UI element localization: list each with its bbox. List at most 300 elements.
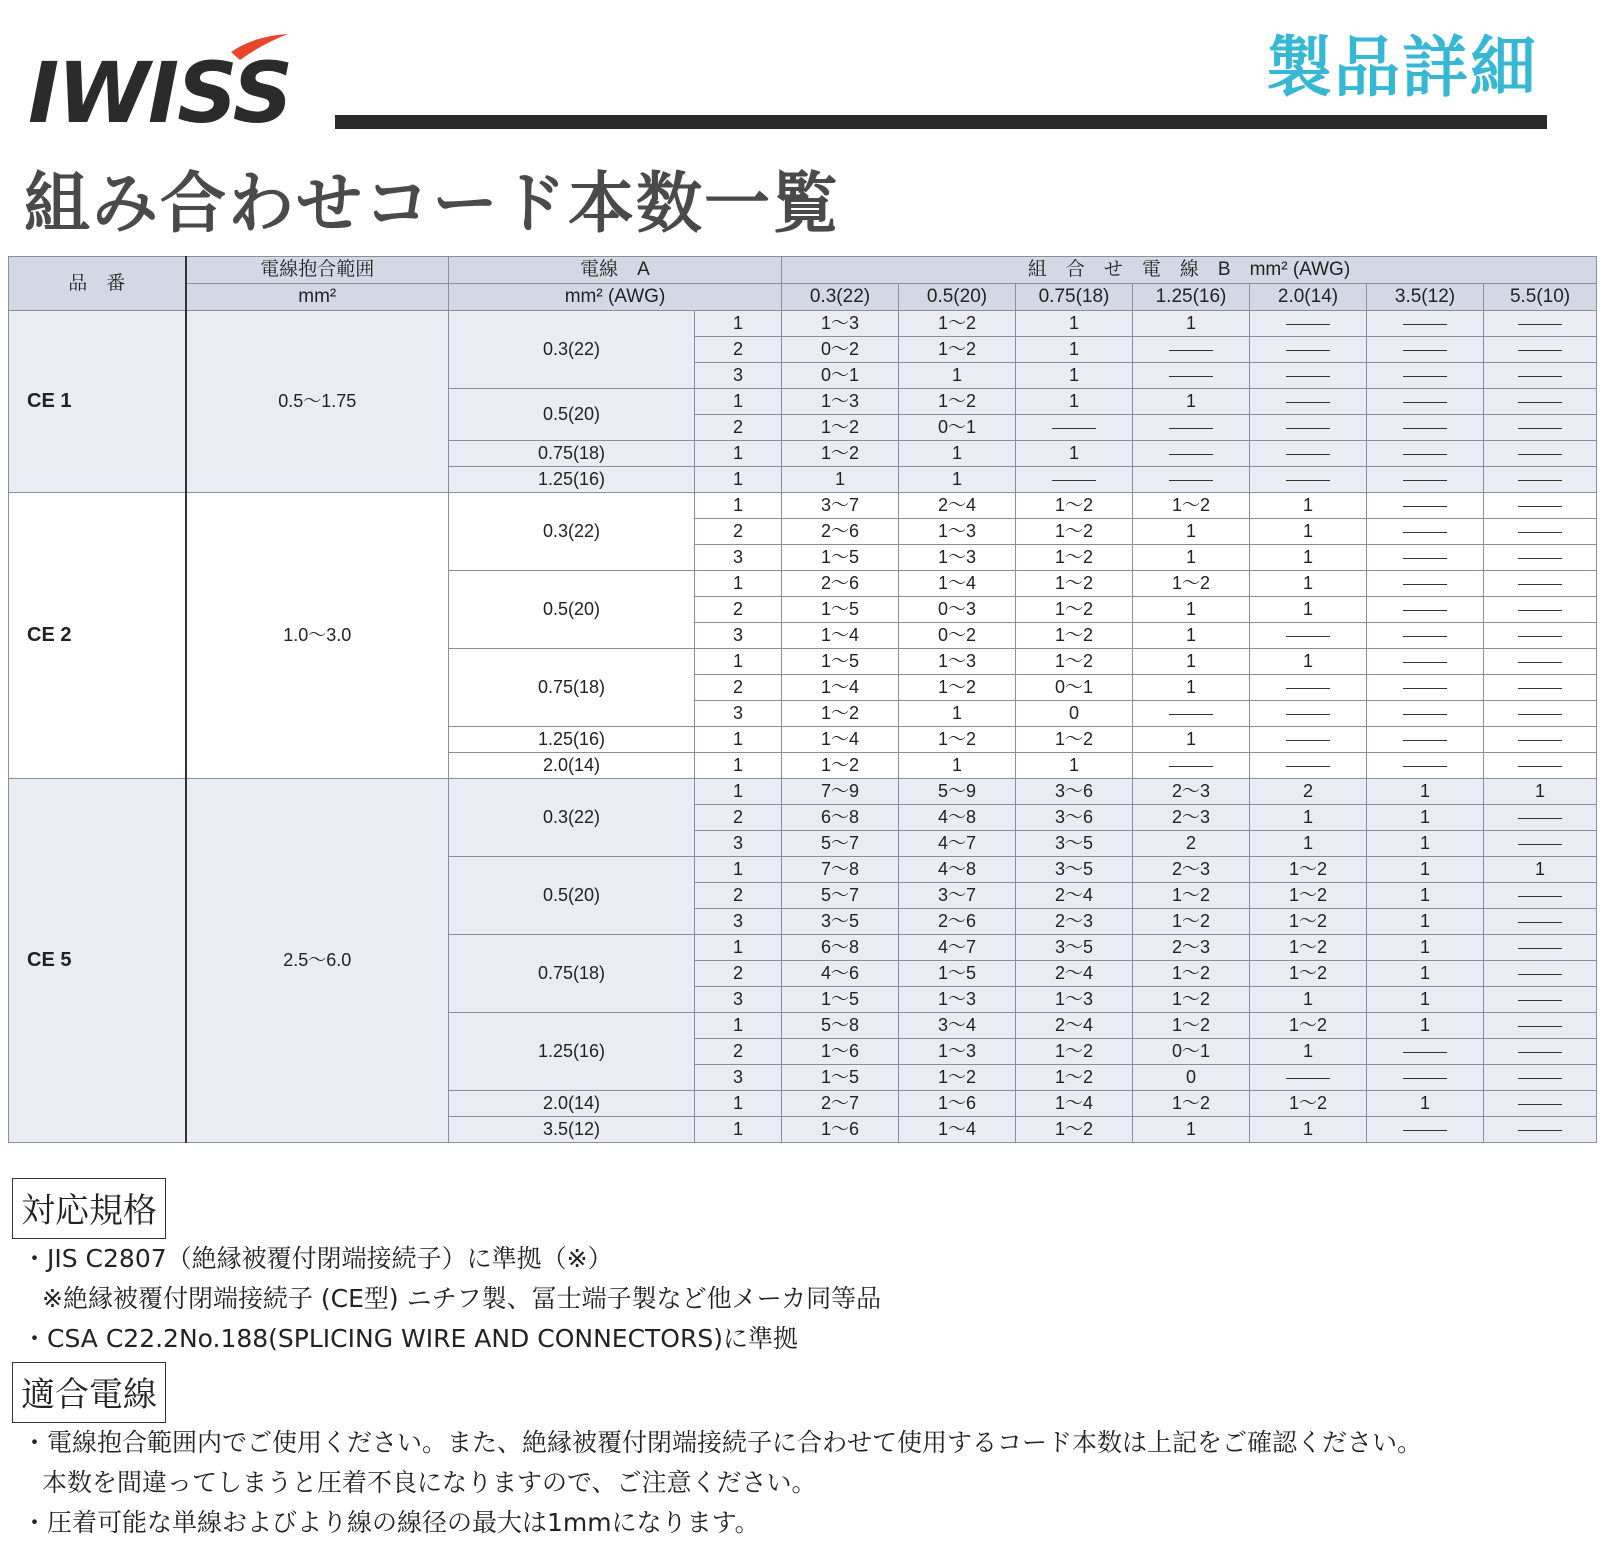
dash-mark bbox=[1403, 688, 1447, 689]
wire-b-count-cell: 1〜2 bbox=[1250, 961, 1367, 987]
wire-b-count-cell: 1〜3 bbox=[782, 389, 899, 415]
wire-b-count-cell: 4〜7 bbox=[899, 935, 1016, 961]
wire-b-count-cell bbox=[1484, 935, 1597, 961]
wire-b-count-cell bbox=[1367, 467, 1484, 493]
wire-b-count-cell bbox=[1484, 467, 1597, 493]
wire-b-count-cell: 3〜5 bbox=[1016, 857, 1133, 883]
wire-a-size-cell: 1.25(16) bbox=[449, 467, 695, 493]
wire-b-count-cell: 1 bbox=[1133, 311, 1250, 337]
wire-b-count-cell: 1〜5 bbox=[782, 1065, 899, 1091]
wire-b-count-cell: 0〜2 bbox=[899, 623, 1016, 649]
dash-mark bbox=[1169, 714, 1213, 715]
dash-mark bbox=[1169, 376, 1213, 377]
wire-a-count-cell: 1 bbox=[695, 493, 782, 519]
dash-mark bbox=[1403, 636, 1447, 637]
wire-b-count-cell bbox=[1367, 363, 1484, 389]
wire-b-count-cell bbox=[1016, 467, 1133, 493]
wire-b-count-cell: 1〜2 bbox=[1133, 493, 1250, 519]
wire-b-count-cell: 1〜2 bbox=[1133, 1013, 1250, 1039]
wire-b-count-cell: 1 bbox=[1250, 571, 1367, 597]
wire-a-count-cell: 3 bbox=[695, 909, 782, 935]
dash-mark bbox=[1169, 766, 1213, 767]
wire-b-count-cell bbox=[1250, 337, 1367, 363]
wire-a-count-cell: 2 bbox=[695, 1039, 782, 1065]
wire-b-count-cell bbox=[1133, 753, 1250, 779]
dash-mark bbox=[1518, 1130, 1562, 1131]
wire-b-count-cell bbox=[1484, 1039, 1597, 1065]
table-body bbox=[9, 311, 1597, 1143]
wire-b-count-cell: 2〜6 bbox=[899, 909, 1016, 935]
dash-mark bbox=[1403, 506, 1447, 507]
dash-mark bbox=[1403, 402, 1447, 403]
dash-mark bbox=[1518, 610, 1562, 611]
wire-b-count-cell: 1〜4 bbox=[782, 623, 899, 649]
wire-b-count-cell: 1〜3 bbox=[1016, 987, 1133, 1013]
dash-mark bbox=[1403, 714, 1447, 715]
wire-b-count-cell: 1〜6 bbox=[782, 1039, 899, 1065]
standards-line-2: ※絶縁被覆付閉端接続子 (CE型) ニチフ製、冨士端子製など他メーカ同等品 bbox=[42, 1284, 882, 1313]
wire-b-count-cell: 1〜2 bbox=[899, 337, 1016, 363]
dash-mark bbox=[1286, 714, 1330, 715]
wire-b-count-cell bbox=[1367, 649, 1484, 675]
wire-b-count-cell bbox=[1016, 415, 1133, 441]
dash-mark bbox=[1286, 402, 1330, 403]
model-cell: CE 1 bbox=[9, 311, 186, 493]
wire-b-count-cell: 1〜2 bbox=[782, 753, 899, 779]
dash-mark bbox=[1286, 376, 1330, 377]
dash-mark bbox=[1518, 558, 1562, 559]
dash-mark bbox=[1403, 558, 1447, 559]
wire-b-count-cell: 2〜3 bbox=[1016, 909, 1133, 935]
wire-b-count-cell: 1 bbox=[1250, 805, 1367, 831]
dash-mark bbox=[1518, 1078, 1562, 1079]
wire-b-count-cell: 1 bbox=[1250, 545, 1367, 571]
wire-b-count-cell: 1 bbox=[1133, 545, 1250, 571]
wire-a-count-cell: 1 bbox=[695, 727, 782, 753]
standards-line-1: ・JIS C2807（絶縁被覆付閉端接続子）に準拠（※） bbox=[22, 1244, 613, 1273]
dash-mark bbox=[1286, 1078, 1330, 1079]
wire-b-count-cell: 1 bbox=[1250, 597, 1367, 623]
wire-b-count-cell: 1〜5 bbox=[782, 649, 899, 675]
wire-b-count-cell bbox=[1484, 675, 1597, 701]
wire-a-size-cell: 2.0(14) bbox=[449, 1091, 695, 1117]
wire-b-count-cell: 1〜3 bbox=[899, 649, 1016, 675]
dash-mark bbox=[1518, 1026, 1562, 1027]
wire-b-count-cell: 2 bbox=[1250, 779, 1367, 805]
wire-b-count-cell: 2 bbox=[1133, 831, 1250, 857]
header-b-col: 0.5(20) bbox=[899, 284, 1016, 311]
wire-b-count-cell: 0 bbox=[1133, 1065, 1250, 1091]
wire-b-count-cell: 1 bbox=[1250, 1117, 1367, 1143]
wire-b-count-cell bbox=[1367, 415, 1484, 441]
wire-a-size-cell: 0.5(20) bbox=[449, 857, 695, 935]
page-title: 組み合わせコード本数一覧 bbox=[24, 165, 840, 242]
range-cell: 2.5〜6.0 bbox=[186, 779, 449, 1143]
wire-b-count-cell: 7〜9 bbox=[782, 779, 899, 805]
wire-b-count-cell: 1 bbox=[1250, 649, 1367, 675]
wire-b-count-cell: 2〜4 bbox=[1016, 961, 1133, 987]
wire-b-count-cell: 1〜4 bbox=[899, 1117, 1016, 1143]
wire-b-count-cell: 1〜2 bbox=[1133, 987, 1250, 1013]
wire-b-count-cell: 1 bbox=[1367, 779, 1484, 805]
wire-b-count-cell: 1 bbox=[1133, 597, 1250, 623]
dash-mark bbox=[1518, 1000, 1562, 1001]
wire-b-count-cell: 0〜1 bbox=[1016, 675, 1133, 701]
wire-b-count-cell: 1 bbox=[899, 363, 1016, 389]
wire-a-count-cell: 3 bbox=[695, 701, 782, 727]
wire-a-count-cell: 3 bbox=[695, 1065, 782, 1091]
wire-b-count-cell: 1 bbox=[899, 753, 1016, 779]
wire-b-count-cell bbox=[1250, 675, 1367, 701]
wire-a-size-cell: 0.5(20) bbox=[449, 389, 695, 441]
wire-a-count-cell: 1 bbox=[695, 1091, 782, 1117]
wire-b-count-cell: 3〜5 bbox=[782, 909, 899, 935]
dash-mark bbox=[1518, 662, 1562, 663]
wire-b-count-cell: 1 bbox=[899, 441, 1016, 467]
wire-b-count-cell: 2〜3 bbox=[1133, 779, 1250, 805]
wire-b-count-cell: 1〜2 bbox=[1133, 909, 1250, 935]
dash-mark bbox=[1169, 350, 1213, 351]
wire-b-count-cell: 1〜2 bbox=[1133, 571, 1250, 597]
dash-mark bbox=[1403, 480, 1447, 481]
dash-mark bbox=[1518, 688, 1562, 689]
wire-a-count-cell: 2 bbox=[695, 883, 782, 909]
wire-b-count-cell: 1 bbox=[1016, 389, 1133, 415]
wire-b-count-cell: 6〜8 bbox=[782, 935, 899, 961]
dash-mark bbox=[1403, 376, 1447, 377]
wire-b-count-cell: 4〜8 bbox=[899, 857, 1016, 883]
dash-mark bbox=[1286, 350, 1330, 351]
dash-mark bbox=[1518, 376, 1562, 377]
wire-b-count-cell: 1 bbox=[782, 467, 899, 493]
wire-b-count-cell bbox=[1133, 415, 1250, 441]
model-cell: CE 2 bbox=[9, 493, 186, 779]
wire-b-count-cell: 1〜2 bbox=[1016, 727, 1133, 753]
wire-b-count-cell: 1〜2 bbox=[899, 727, 1016, 753]
standards-heading: 対応規格 bbox=[12, 1178, 166, 1239]
dash-mark bbox=[1403, 1078, 1447, 1079]
wire-b-count-cell bbox=[1250, 363, 1367, 389]
wire-a-count-cell: 1 bbox=[695, 571, 782, 597]
wire-b-count-cell: 5〜7 bbox=[782, 883, 899, 909]
wire-b-count-cell: 1 bbox=[1250, 987, 1367, 1013]
wire-a-count-cell: 3 bbox=[695, 545, 782, 571]
wires-heading: 適合電線 bbox=[12, 1362, 166, 1423]
wire-a-count-cell: 1 bbox=[695, 753, 782, 779]
wire-b-count-cell bbox=[1484, 961, 1597, 987]
wire-b-count-cell: 1 bbox=[1133, 519, 1250, 545]
logo-text: IWISS bbox=[28, 44, 292, 130]
wire-b-count-cell: 1〜5 bbox=[782, 545, 899, 571]
wire-a-count-cell: 1 bbox=[695, 649, 782, 675]
wire-b-count-cell bbox=[1367, 1039, 1484, 1065]
table-row bbox=[9, 493, 1597, 519]
wire-b-count-cell bbox=[1484, 883, 1597, 909]
wire-b-count-cell bbox=[1367, 571, 1484, 597]
wire-b-count-cell: 1〜4 bbox=[1016, 1091, 1133, 1117]
wire-b-count-cell: 1 bbox=[1133, 727, 1250, 753]
wire-b-count-cell bbox=[1133, 701, 1250, 727]
wire-a-size-cell: 0.3(22) bbox=[449, 779, 695, 857]
header-b-col: 2.0(14) bbox=[1250, 284, 1367, 311]
wire-b-count-cell bbox=[1484, 727, 1597, 753]
wire-b-count-cell: 1〜2 bbox=[1250, 1091, 1367, 1117]
wire-b-count-cell bbox=[1484, 623, 1597, 649]
wire-b-count-cell: 1〜5 bbox=[782, 987, 899, 1013]
header-model: 品 番 bbox=[9, 257, 186, 311]
wire-b-count-cell bbox=[1367, 675, 1484, 701]
wire-b-count-cell bbox=[1367, 311, 1484, 337]
wire-b-count-cell bbox=[1484, 987, 1597, 1013]
wire-b-count-cell: 1〜3 bbox=[899, 545, 1016, 571]
wire-a-size-cell: 3.5(12) bbox=[449, 1117, 695, 1143]
dash-mark bbox=[1052, 428, 1096, 429]
wire-b-count-cell: 1 bbox=[1016, 337, 1133, 363]
wire-b-count-cell: 3〜5 bbox=[1016, 935, 1133, 961]
wire-b-count-cell: 1 bbox=[1484, 857, 1597, 883]
dash-mark bbox=[1403, 428, 1447, 429]
dash-mark bbox=[1286, 688, 1330, 689]
wire-b-count-cell: 1 bbox=[1367, 1013, 1484, 1039]
wire-b-count-cell: 1〜2 bbox=[899, 1065, 1016, 1091]
dash-mark bbox=[1403, 532, 1447, 533]
wire-a-count-cell: 1 bbox=[695, 1013, 782, 1039]
dash-mark bbox=[1518, 922, 1562, 923]
wire-b-count-cell: 1 bbox=[899, 701, 1016, 727]
wire-a-count-cell: 2 bbox=[695, 597, 782, 623]
wire-a-size-cell: 2.0(14) bbox=[449, 753, 695, 779]
wire-b-count-cell: 5〜8 bbox=[782, 1013, 899, 1039]
product-detail-badge: 製品詳細 bbox=[1266, 29, 1538, 106]
wire-b-count-cell: 1〜2 bbox=[1016, 493, 1133, 519]
wire-b-count-cell: 1〜4 bbox=[899, 571, 1016, 597]
dash-mark bbox=[1403, 350, 1447, 351]
header-b-col: 3.5(12) bbox=[1367, 284, 1484, 311]
wire-a-count-cell: 1 bbox=[695, 779, 782, 805]
range-cell: 1.0〜3.0 bbox=[186, 493, 449, 779]
wire-b-count-cell bbox=[1484, 493, 1597, 519]
wire-b-count-cell: 1 bbox=[1367, 883, 1484, 909]
table-header bbox=[9, 257, 1597, 311]
wire-b-count-cell: 1〜2 bbox=[1250, 935, 1367, 961]
dash-mark bbox=[1403, 324, 1447, 325]
wire-b-count-cell: 1〜2 bbox=[1133, 883, 1250, 909]
standards-line-3: ・CSA C22.2No.188(SPLICING WIRE AND CONNECTORS)に準拠 bbox=[22, 1324, 798, 1353]
wire-b-count-cell bbox=[1484, 805, 1597, 831]
wire-a-count-cell: 1 bbox=[695, 441, 782, 467]
dash-mark bbox=[1286, 454, 1330, 455]
combination-table bbox=[8, 256, 1597, 1143]
wire-b-count-cell: 1 bbox=[1016, 363, 1133, 389]
dash-mark bbox=[1169, 480, 1213, 481]
wires-line-3: ・圧着可能な単線およびより線の線径の最大は1mmになります。 bbox=[22, 1508, 760, 1537]
wire-b-count-cell: 1〜2 bbox=[1016, 545, 1133, 571]
wire-b-count-cell: 1 bbox=[1367, 987, 1484, 1013]
dash-mark bbox=[1518, 584, 1562, 585]
wire-b-count-cell: 2〜6 bbox=[782, 519, 899, 545]
wire-b-count-cell bbox=[1367, 493, 1484, 519]
wires-line-1: ・電線抱合範囲内でご使用ください。また、絶縁被覆付閉端接続子に合わせて使用するコード本数は上記をご確認ください。 bbox=[22, 1428, 1423, 1457]
wire-b-count-cell bbox=[1133, 337, 1250, 363]
wire-b-count-cell: 0〜2 bbox=[782, 337, 899, 363]
dash-mark bbox=[1286, 480, 1330, 481]
dash-mark bbox=[1518, 480, 1562, 481]
wire-b-count-cell: 2〜3 bbox=[1133, 805, 1250, 831]
wire-b-count-cell: 1 bbox=[1133, 1117, 1250, 1143]
wire-b-count-cell: 1〜5 bbox=[899, 961, 1016, 987]
dash-mark bbox=[1403, 740, 1447, 741]
wire-a-count-cell: 1 bbox=[695, 311, 782, 337]
wire-b-count-cell bbox=[1484, 1013, 1597, 1039]
wire-b-count-cell: 7〜8 bbox=[782, 857, 899, 883]
wire-b-count-cell: 1〜2 bbox=[1016, 571, 1133, 597]
wire-a-count-cell: 2 bbox=[695, 519, 782, 545]
wire-b-count-cell bbox=[1367, 337, 1484, 363]
wire-b-count-cell: 1 bbox=[1250, 519, 1367, 545]
dash-mark bbox=[1403, 610, 1447, 611]
dash-mark bbox=[1403, 766, 1447, 767]
wire-b-count-cell: 1〜3 bbox=[782, 311, 899, 337]
wire-a-count-cell: 2 bbox=[695, 415, 782, 441]
dash-mark bbox=[1518, 1052, 1562, 1053]
wire-b-count-cell: 1〜2 bbox=[1016, 1117, 1133, 1143]
wire-b-count-cell: 1 bbox=[1133, 649, 1250, 675]
wire-b-count-cell: 1 bbox=[1016, 311, 1133, 337]
wire-b-count-cell bbox=[1367, 1065, 1484, 1091]
wire-b-count-cell: 2〜4 bbox=[899, 493, 1016, 519]
header-wire-a: 電線 A bbox=[449, 257, 782, 284]
page-header bbox=[0, 0, 1600, 250]
wire-b-count-cell: 1〜4 bbox=[782, 675, 899, 701]
wire-b-count-cell: 1〜6 bbox=[899, 1091, 1016, 1117]
wire-b-count-cell: 1〜2 bbox=[1250, 909, 1367, 935]
wire-a-count-cell: 3 bbox=[695, 623, 782, 649]
wire-a-count-cell: 2 bbox=[695, 961, 782, 987]
wire-b-count-cell bbox=[1250, 441, 1367, 467]
wire-b-count-cell: 4〜8 bbox=[899, 805, 1016, 831]
wire-b-count-cell bbox=[1484, 389, 1597, 415]
wire-b-count-cell bbox=[1484, 571, 1597, 597]
dash-mark bbox=[1518, 402, 1562, 403]
wire-b-count-cell: 1〜2 bbox=[1250, 883, 1367, 909]
dash-mark bbox=[1518, 740, 1562, 741]
dash-mark bbox=[1169, 428, 1213, 429]
wire-b-count-cell: 1 bbox=[1250, 1039, 1367, 1065]
wires-line-2: 本数を間違ってしまうと圧着不良になりますので、ご注意ください。 bbox=[42, 1468, 817, 1497]
dash-mark bbox=[1403, 1052, 1447, 1053]
table-row bbox=[9, 779, 1597, 805]
wire-b-count-cell bbox=[1250, 389, 1367, 415]
brand-logo bbox=[26, 30, 316, 130]
wire-b-count-cell: 0 bbox=[1016, 701, 1133, 727]
wire-b-count-cell: 1〜2 bbox=[1016, 1039, 1133, 1065]
wire-b-count-cell bbox=[1367, 701, 1484, 727]
wire-b-count-cell: 2〜4 bbox=[1016, 883, 1133, 909]
standards-section bbox=[12, 1178, 881, 1359]
dash-mark bbox=[1403, 454, 1447, 455]
dash-mark bbox=[1518, 844, 1562, 845]
wire-b-count-cell bbox=[1250, 701, 1367, 727]
wire-b-count-cell bbox=[1250, 415, 1367, 441]
wire-b-count-cell: 1 bbox=[1367, 935, 1484, 961]
dash-mark bbox=[1403, 1130, 1447, 1131]
wire-b-count-cell bbox=[1484, 831, 1597, 857]
wire-b-count-cell bbox=[1367, 389, 1484, 415]
wire-b-count-cell: 1〜3 bbox=[899, 1039, 1016, 1065]
wire-b-count-cell bbox=[1484, 311, 1597, 337]
header-range-unit: mm² bbox=[186, 284, 449, 311]
wire-a-count-cell: 3 bbox=[695, 363, 782, 389]
wire-b-count-cell: 1〜4 bbox=[782, 727, 899, 753]
wire-b-count-cell: 0〜1 bbox=[1133, 1039, 1250, 1065]
wire-b-count-cell: 1〜3 bbox=[899, 519, 1016, 545]
wire-b-count-cell: 1〜2 bbox=[782, 701, 899, 727]
wire-b-count-cell bbox=[1367, 1117, 1484, 1143]
wire-b-count-cell: 2〜3 bbox=[1133, 857, 1250, 883]
dash-mark bbox=[1052, 480, 1096, 481]
wire-b-count-cell bbox=[1484, 909, 1597, 935]
wire-b-count-cell bbox=[1484, 441, 1597, 467]
wire-b-count-cell: 3〜4 bbox=[899, 1013, 1016, 1039]
wire-b-count-cell bbox=[1367, 441, 1484, 467]
wire-b-count-cell bbox=[1484, 545, 1597, 571]
wire-b-count-cell: 2〜7 bbox=[782, 1091, 899, 1117]
dash-mark bbox=[1169, 454, 1213, 455]
wire-b-count-cell: 1 bbox=[1484, 779, 1597, 805]
header-rule bbox=[335, 115, 1547, 129]
dash-mark bbox=[1518, 350, 1562, 351]
dash-mark bbox=[1518, 714, 1562, 715]
wire-a-count-cell: 2 bbox=[695, 805, 782, 831]
wire-b-count-cell: 1〜2 bbox=[1016, 1065, 1133, 1091]
wire-a-size-cell: 1.25(16) bbox=[449, 727, 695, 753]
header-range: 電線抱合範囲 bbox=[186, 257, 449, 284]
wire-b-count-cell bbox=[1250, 623, 1367, 649]
header-wire-a-unit: mm² (AWG) bbox=[449, 284, 782, 311]
wire-b-count-cell: 5〜9 bbox=[899, 779, 1016, 805]
wire-b-count-cell: 1〜2 bbox=[899, 311, 1016, 337]
wire-a-size-cell: 1.25(16) bbox=[449, 1013, 695, 1091]
dash-mark bbox=[1518, 818, 1562, 819]
wire-a-count-cell: 2 bbox=[695, 337, 782, 363]
wire-b-count-cell bbox=[1367, 519, 1484, 545]
dash-mark bbox=[1518, 454, 1562, 455]
wire-b-count-cell: 2〜4 bbox=[1016, 1013, 1133, 1039]
dash-mark bbox=[1518, 532, 1562, 533]
header-b-col: 5.5(10) bbox=[1484, 284, 1597, 311]
wire-a-size-cell: 0.75(18) bbox=[449, 935, 695, 1013]
wires-section bbox=[12, 1362, 1422, 1543]
wire-b-count-cell: 1〜2 bbox=[1250, 857, 1367, 883]
dash-mark bbox=[1518, 428, 1562, 429]
wire-b-count-cell: 1〜2 bbox=[782, 441, 899, 467]
wire-b-count-cell bbox=[1484, 649, 1597, 675]
wire-b-count-cell bbox=[1250, 727, 1367, 753]
wire-a-size-cell: 0.75(18) bbox=[449, 649, 695, 727]
header-b-col: 0.3(22) bbox=[782, 284, 899, 311]
logo-graphic bbox=[26, 30, 316, 130]
wire-b-count-cell bbox=[1250, 467, 1367, 493]
wire-b-count-cell bbox=[1484, 753, 1597, 779]
wire-b-count-cell bbox=[1250, 753, 1367, 779]
wire-b-count-cell bbox=[1250, 311, 1367, 337]
wire-b-count-cell: 1 bbox=[899, 467, 1016, 493]
wire-b-count-cell: 1〜2 bbox=[782, 415, 899, 441]
wire-b-count-cell: 5〜7 bbox=[782, 831, 899, 857]
wire-b-count-cell: 1〜2 bbox=[899, 389, 1016, 415]
wire-b-count-cell: 0〜3 bbox=[899, 597, 1016, 623]
wire-b-count-cell bbox=[1133, 363, 1250, 389]
